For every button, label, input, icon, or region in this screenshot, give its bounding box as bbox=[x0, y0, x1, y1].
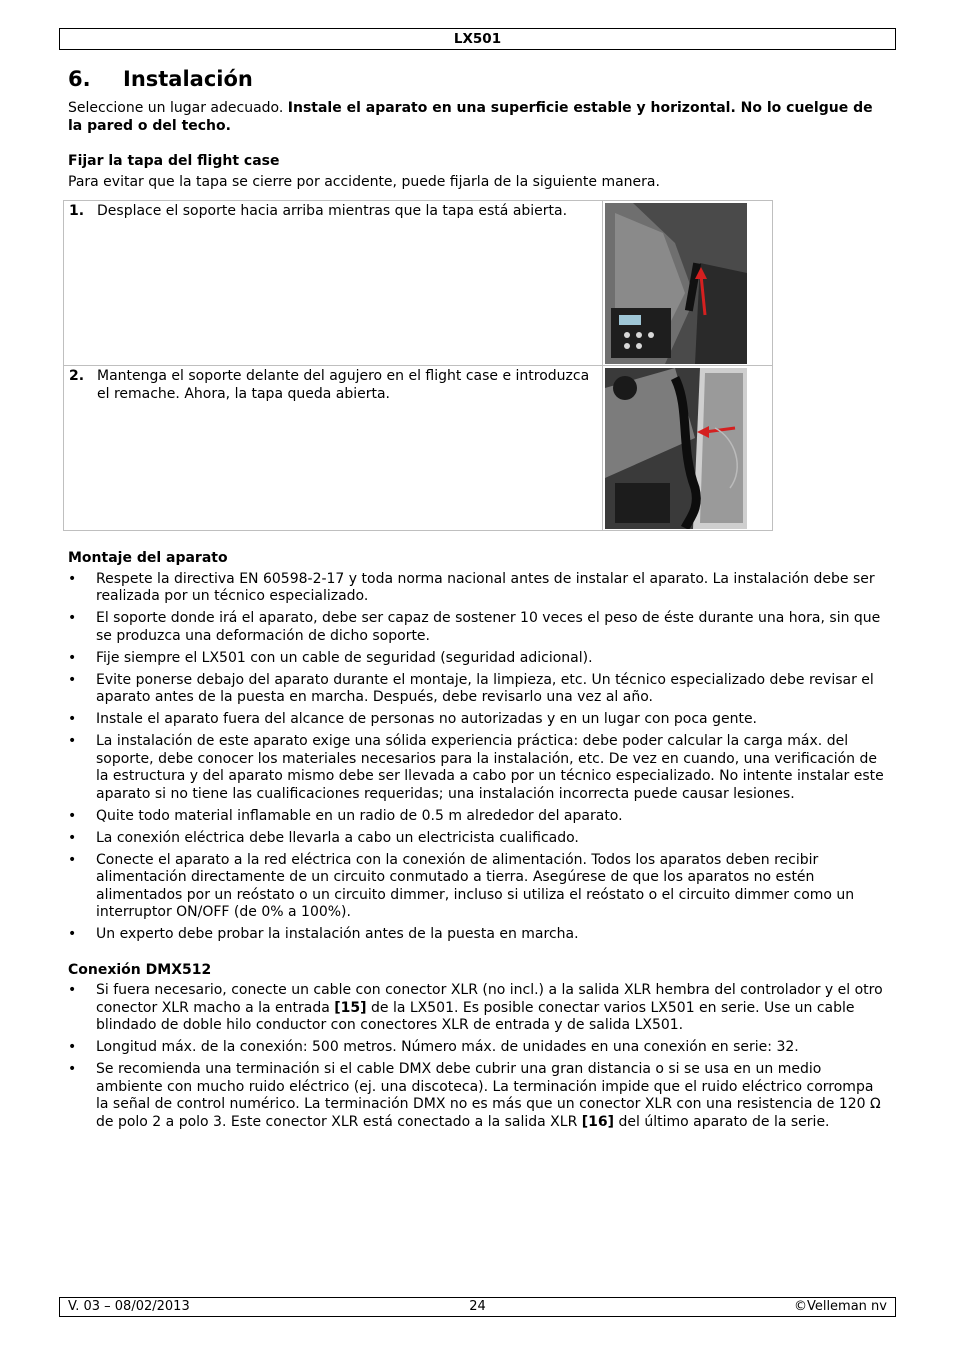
section-intro-text bbox=[68, 100, 888, 135]
list-item: • Longitud máx. de la conexión: 500 metros. Número máx. de unidades en una conexión en serie: 32. bbox=[68, 1039, 886, 1057]
list-item bbox=[68, 982, 886, 1035]
footer-copyright: ©Velleman nv bbox=[793, 1299, 887, 1314]
dmx-heading: Conexión DMX512 bbox=[68, 961, 212, 978]
list-item: • El soporte donde irá el aparato, debe ser capaz de sostener 10 veces el peso de éste durante una hora, sin que se produzca una deformación de dicho soporte. bbox=[68, 610, 886, 645]
intro-plain: Seleccione un lugar adecuado. bbox=[68, 100, 288, 116]
section-intro bbox=[68, 66, 888, 191]
step-row bbox=[64, 366, 773, 531]
step-number: 2. bbox=[69, 368, 85, 384]
step-number: 1. bbox=[69, 203, 85, 219]
dmx-item3-text-c: del último aparato de la serie. bbox=[614, 1113, 830, 1130]
mounting-heading: Montaje del aparato bbox=[68, 550, 228, 566]
flight-case-heading: Fijar la tapa del flight case bbox=[68, 153, 280, 169]
footer-page-number: 24 bbox=[469, 1299, 486, 1314]
dmx-item3-ref: [16] bbox=[581, 1113, 615, 1130]
section-number: 6. bbox=[68, 67, 91, 91]
list-item: • Fije siempre el LX501 con un cable de seguridad (seguridad adicional). bbox=[68, 650, 886, 668]
step-text: Mantenga el soporte delante del agujero en el flight case e introduzca el remache. Ahora, la tapa queda abierta. bbox=[97, 368, 590, 402]
section-heading bbox=[68, 66, 888, 92]
step-text-cell bbox=[64, 201, 603, 366]
footer-version: V. 03 – 08/02/2013 bbox=[68, 1299, 190, 1314]
flight-case-rivet-photo bbox=[605, 368, 747, 529]
list-item: • Evite ponerse debajo del aparato durante el montaje, la limpieza, etc. Un técnico especializado debe revisar el aparato antes de la puesta en marcha. Después, debe revisarlo una vez al año. bbox=[68, 672, 886, 707]
list-item bbox=[68, 1061, 886, 1131]
flight-case-intro: Para evitar que la tapa se cierre por accidente, puede fijarla de la siguiente manera. bbox=[68, 173, 660, 190]
intro-bold: Instale el aparato en una superficie estable y horizontal. No lo cuelgue de la pared o del techo. bbox=[68, 100, 873, 134]
dmx-item1-ref: [15] bbox=[334, 999, 367, 1016]
mounting-section bbox=[68, 550, 886, 1136]
step-text: Desplace el soporte hacia arriba mientras que la tapa está abierta. bbox=[97, 203, 568, 219]
list-item: • Instale el aparato fuera del alcance de personas no autorizadas y en un lugar con poca gente. bbox=[68, 711, 886, 729]
dmx-item1-text-a: Si fuera necesario, conecte un cable con conector XLR (no incl.) a la salida XLR hembra del controlador y el otro conector XLR macho a la entrada bbox=[96, 982, 883, 1016]
header-model: LX501 bbox=[453, 31, 502, 47]
flight-case-lid-photo bbox=[605, 203, 747, 364]
step-row bbox=[64, 201, 773, 366]
dmx-list bbox=[68, 982, 886, 1131]
dmx-item1-text-c: de la LX501. Es posible conectar varios LX501 en serie. Use un cable blindado de doble hilo conductor con conectores XLR de entrada y de salida LX501. bbox=[96, 999, 855, 1033]
list-item: • Un experto debe probar la instalación antes de la puesta en marcha. bbox=[68, 926, 886, 944]
steps-table bbox=[63, 200, 773, 531]
mounting-list bbox=[68, 571, 886, 944]
step-image-cell bbox=[603, 201, 773, 366]
list-item: • La conexión eléctrica debe llevarla a cabo un electricista cualificado. bbox=[68, 830, 886, 848]
list-item: • Respete la directiva EN 60598-2-17 y toda norma nacional antes de instalar el aparato. La instalación debe ser realizada por un técnico especializado. bbox=[68, 571, 886, 606]
list-item: • Quite todo material inflamable en un radio de 0.5 m alrededor del aparato. bbox=[68, 808, 886, 826]
dmx-item3-text-a: Se recomienda una terminación si el cable DMX debe cubrir una gran distancia o si se usa en un medio ambiente con mucho ruido eléctrico (ej. una discoteca). La terminación impide que el ruido eléctrico corrompa la señal de control numérico. La terminación DMX no es más que un conector XLR con una resistencia de 120 Ω de polo 2 a polo 3. Este conector XLR está conectado a la salida XLR bbox=[96, 1061, 881, 1130]
list-item: • La instalación de este aparato exige una sólida experiencia práctica: debe poder calcular la carga máx. del soporte, debe conocer los materiales necesarios para la instalación, etc. De vez en cuando, una verificación de la estructura y del aparato mismo debe ser llevada a cabo por un técnico especializado. No intente instalar este aparato si no tiene las cualificaciones requeridas; una instalación incorrecta puede causar lesiones. bbox=[68, 733, 886, 803]
step-text-cell bbox=[64, 366, 603, 531]
page-header bbox=[59, 28, 896, 50]
list-item: • Conecte el aparato a la red eléctrica con la conexión de alimentación. Todos los aparatos deben recibir alimentación directamente de un circuito conmutado a tierra. Asegúrese de que los aparatos no estén alimentados por un reóstato o un circuito dimmer, incluso si utiliza el reóstato o el circuito dimmer como un interruptor ON/OFF (de 0% a 100%). bbox=[68, 852, 886, 922]
page-footer bbox=[59, 1297, 896, 1317]
step-image-cell bbox=[603, 366, 773, 531]
section-title: Instalación bbox=[123, 67, 253, 91]
